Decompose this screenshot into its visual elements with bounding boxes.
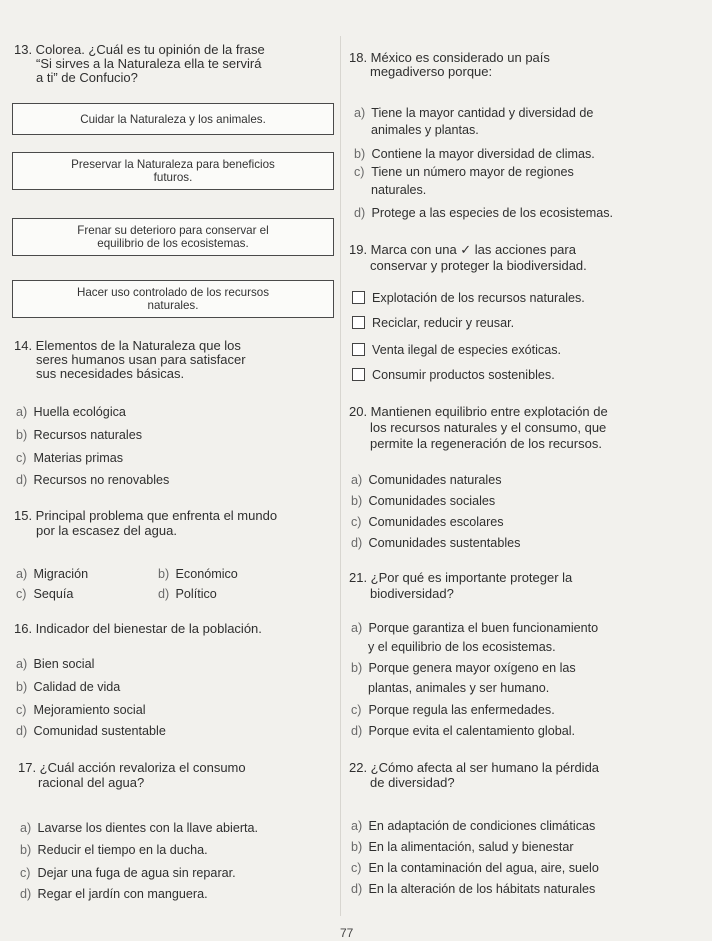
q21-option-b-line-2: plantas, animales y ser humano.	[368, 681, 550, 695]
q16-title: 16. Indicador del bienestar de la población.	[14, 621, 262, 636]
page-number: 77	[340, 926, 354, 940]
q15-option-d[interactable]: d) Político	[158, 587, 217, 601]
q14-title-line-1: 14. Elementos de la Naturaleza que los	[14, 338, 241, 353]
q20-option-a[interactable]: a) Comunidades naturales	[351, 473, 502, 487]
q17-option-c[interactable]: c) Dejar una fuga de agua sin reparar.	[20, 866, 236, 880]
q22-option-c[interactable]: c) En la contaminación del agua, aire, suelo	[351, 861, 599, 875]
q13-box-2-line-2: futuros.	[153, 171, 193, 184]
q13-box-3-line-1: Frenar su deterioro para conservar el	[77, 224, 269, 237]
q19-title-line-2: conservar y proteger la biodiversidad.	[370, 258, 587, 273]
q20-option-d[interactable]: d) Comunidades sustentables	[351, 536, 521, 550]
q13-option-box-4[interactable]	[12, 280, 334, 318]
q19-checkbox-1[interactable]	[352, 291, 365, 304]
q13-box-4-line-1: Hacer uso controlado de los recursos	[76, 286, 270, 299]
q21-title-line-1: 21. ¿Por qué es importante proteger la	[349, 570, 573, 585]
q13-box-2-line-1: Preservar la Naturaleza para beneficios	[71, 158, 275, 171]
q13-option-box-1[interactable]	[12, 103, 334, 135]
q18-option-a[interactable]: a) Tiene la mayor cantidad y diversidad de	[354, 106, 594, 120]
q20-title-line-2: los recursos naturales y el consumo, que	[370, 420, 607, 435]
q17-option-a[interactable]: a) Lavarse los dientes con la llave abierta.	[20, 821, 259, 835]
q19-title-line-1: 19. Marca con una ✓ las acciones para	[349, 242, 576, 257]
q20-title-line-3: permite la regeneración de los recursos.	[370, 436, 602, 451]
q15-option-a[interactable]: a) Migración	[16, 567, 89, 581]
q17-title-line-2: racional del agua?	[38, 775, 145, 790]
q19-item-4: Consumir productos sostenibles.	[372, 368, 555, 382]
column-divider	[340, 36, 341, 916]
q22-title-line-1: 22. ¿Cómo afecta al ser humano la pérdida	[349, 760, 600, 775]
q13-title-line-3: a ti” de Confucio?	[36, 70, 138, 85]
q21-option-b[interactable]: b) Porque genera mayor oxígeno en las	[351, 661, 576, 675]
q18-option-a-line-2: animales y plantas.	[371, 123, 479, 137]
q18-title-line-2: megadiverso porque:	[370, 64, 493, 79]
q19-checkbox-2[interactable]	[352, 316, 365, 329]
q13-title-line-2: “Si sirves a la Naturaleza ella te servirá	[36, 56, 262, 71]
q22-option-b[interactable]: b) En la alimentación, salud y bienestar	[351, 840, 574, 854]
q13-box-1-text: Cuidar la Naturaleza y los animales.	[80, 112, 266, 126]
q17-title-line-1: 17. ¿Cuál acción revaloriza el consumo	[18, 760, 246, 775]
q18-option-c[interactable]: c) Tiene un número mayor de regiones	[354, 165, 574, 179]
q14-option-b[interactable]: b) Recursos naturales	[16, 428, 142, 442]
q18-option-d[interactable]: d) Protege a las especies de los ecosistemas.	[354, 206, 614, 220]
q14-option-d[interactable]: d) Recursos no renovables	[16, 473, 170, 487]
q18-option-b[interactable]: b) Contiene la mayor diversidad de climas.	[354, 147, 595, 161]
q13-title-line-1: 13. Colorea. ¿Cuál es tu opinión de la frase	[14, 42, 265, 57]
q20-option-c[interactable]: c) Comunidades escolares	[351, 515, 504, 529]
q21-option-a[interactable]: a) Porque garantiza el buen funcionamiento	[351, 621, 599, 635]
q16-option-b[interactable]: b) Calidad de vida	[16, 680, 121, 694]
q22-title-line-2: de diversidad?	[370, 775, 455, 790]
q13-box-3-line-2: equilibrio de los ecosistemas.	[97, 237, 249, 250]
q21-title-line-2: biodiversidad?	[370, 586, 454, 601]
q15-option-c[interactable]: c) Sequía	[16, 587, 74, 601]
q14-option-c[interactable]: c) Materias primas	[16, 451, 124, 465]
q20-option-b[interactable]: b) Comunidades sociales	[351, 494, 496, 508]
q16-option-d[interactable]: d) Comunidad sustentable	[16, 724, 166, 738]
q17-option-b[interactable]: b) Reducir el tiempo en la ducha.	[20, 843, 208, 857]
q13-option-box-3[interactable]	[12, 218, 334, 256]
q14-title-line-3: sus necesidades básicas.	[36, 366, 185, 381]
q19-item-2: Reciclar, reducir y reusar.	[372, 316, 515, 330]
q19-item-1: Explotación de los recursos naturales.	[372, 291, 585, 305]
q21-option-d[interactable]: d) Porque evita el calentamiento global.	[351, 724, 576, 738]
q19-checkbox-3[interactable]	[352, 343, 365, 356]
q13-option-box-2[interactable]	[12, 152, 334, 190]
q14-title-line-2: seres humanos usan para satisfacer	[36, 352, 246, 367]
q22-option-a[interactable]: a) En adaptación de condiciones climáticas	[351, 819, 596, 833]
q19-checkbox-4[interactable]	[352, 368, 365, 381]
q13-box-4-line-2: naturales.	[147, 299, 199, 312]
q19-item-3: Venta ilegal de especies exóticas.	[372, 343, 562, 357]
q21-option-a-line-2: y el equilibrio de los ecosistemas.	[368, 640, 556, 654]
q16-option-a[interactable]: a) Bien social	[16, 657, 95, 671]
q15-option-b[interactable]: b) Económico	[158, 567, 238, 581]
q20-title-line-1: 20. Mantienen equilibrio entre explotación de	[349, 404, 608, 419]
q14-option-a[interactable]: a) Huella ecológica	[16, 405, 126, 419]
q17-option-d[interactable]: d) Regar el jardín con manguera.	[20, 887, 208, 901]
q22-option-d[interactable]: d) En la alteración de los hábitats naturales	[351, 882, 596, 896]
q16-option-c[interactable]: c) Mejoramiento social	[16, 703, 146, 717]
q21-option-c[interactable]: c) Porque regula las enfermedades.	[351, 703, 555, 717]
q18-title-line-1: 18. México es considerado un país	[349, 50, 550, 65]
q15-title-line-1: 15. Principal problema que enfrenta el mundo	[14, 508, 278, 523]
q15-title-line-2: por la escasez del agua.	[36, 523, 177, 538]
q18-option-c-line-2: naturales.	[371, 183, 427, 197]
